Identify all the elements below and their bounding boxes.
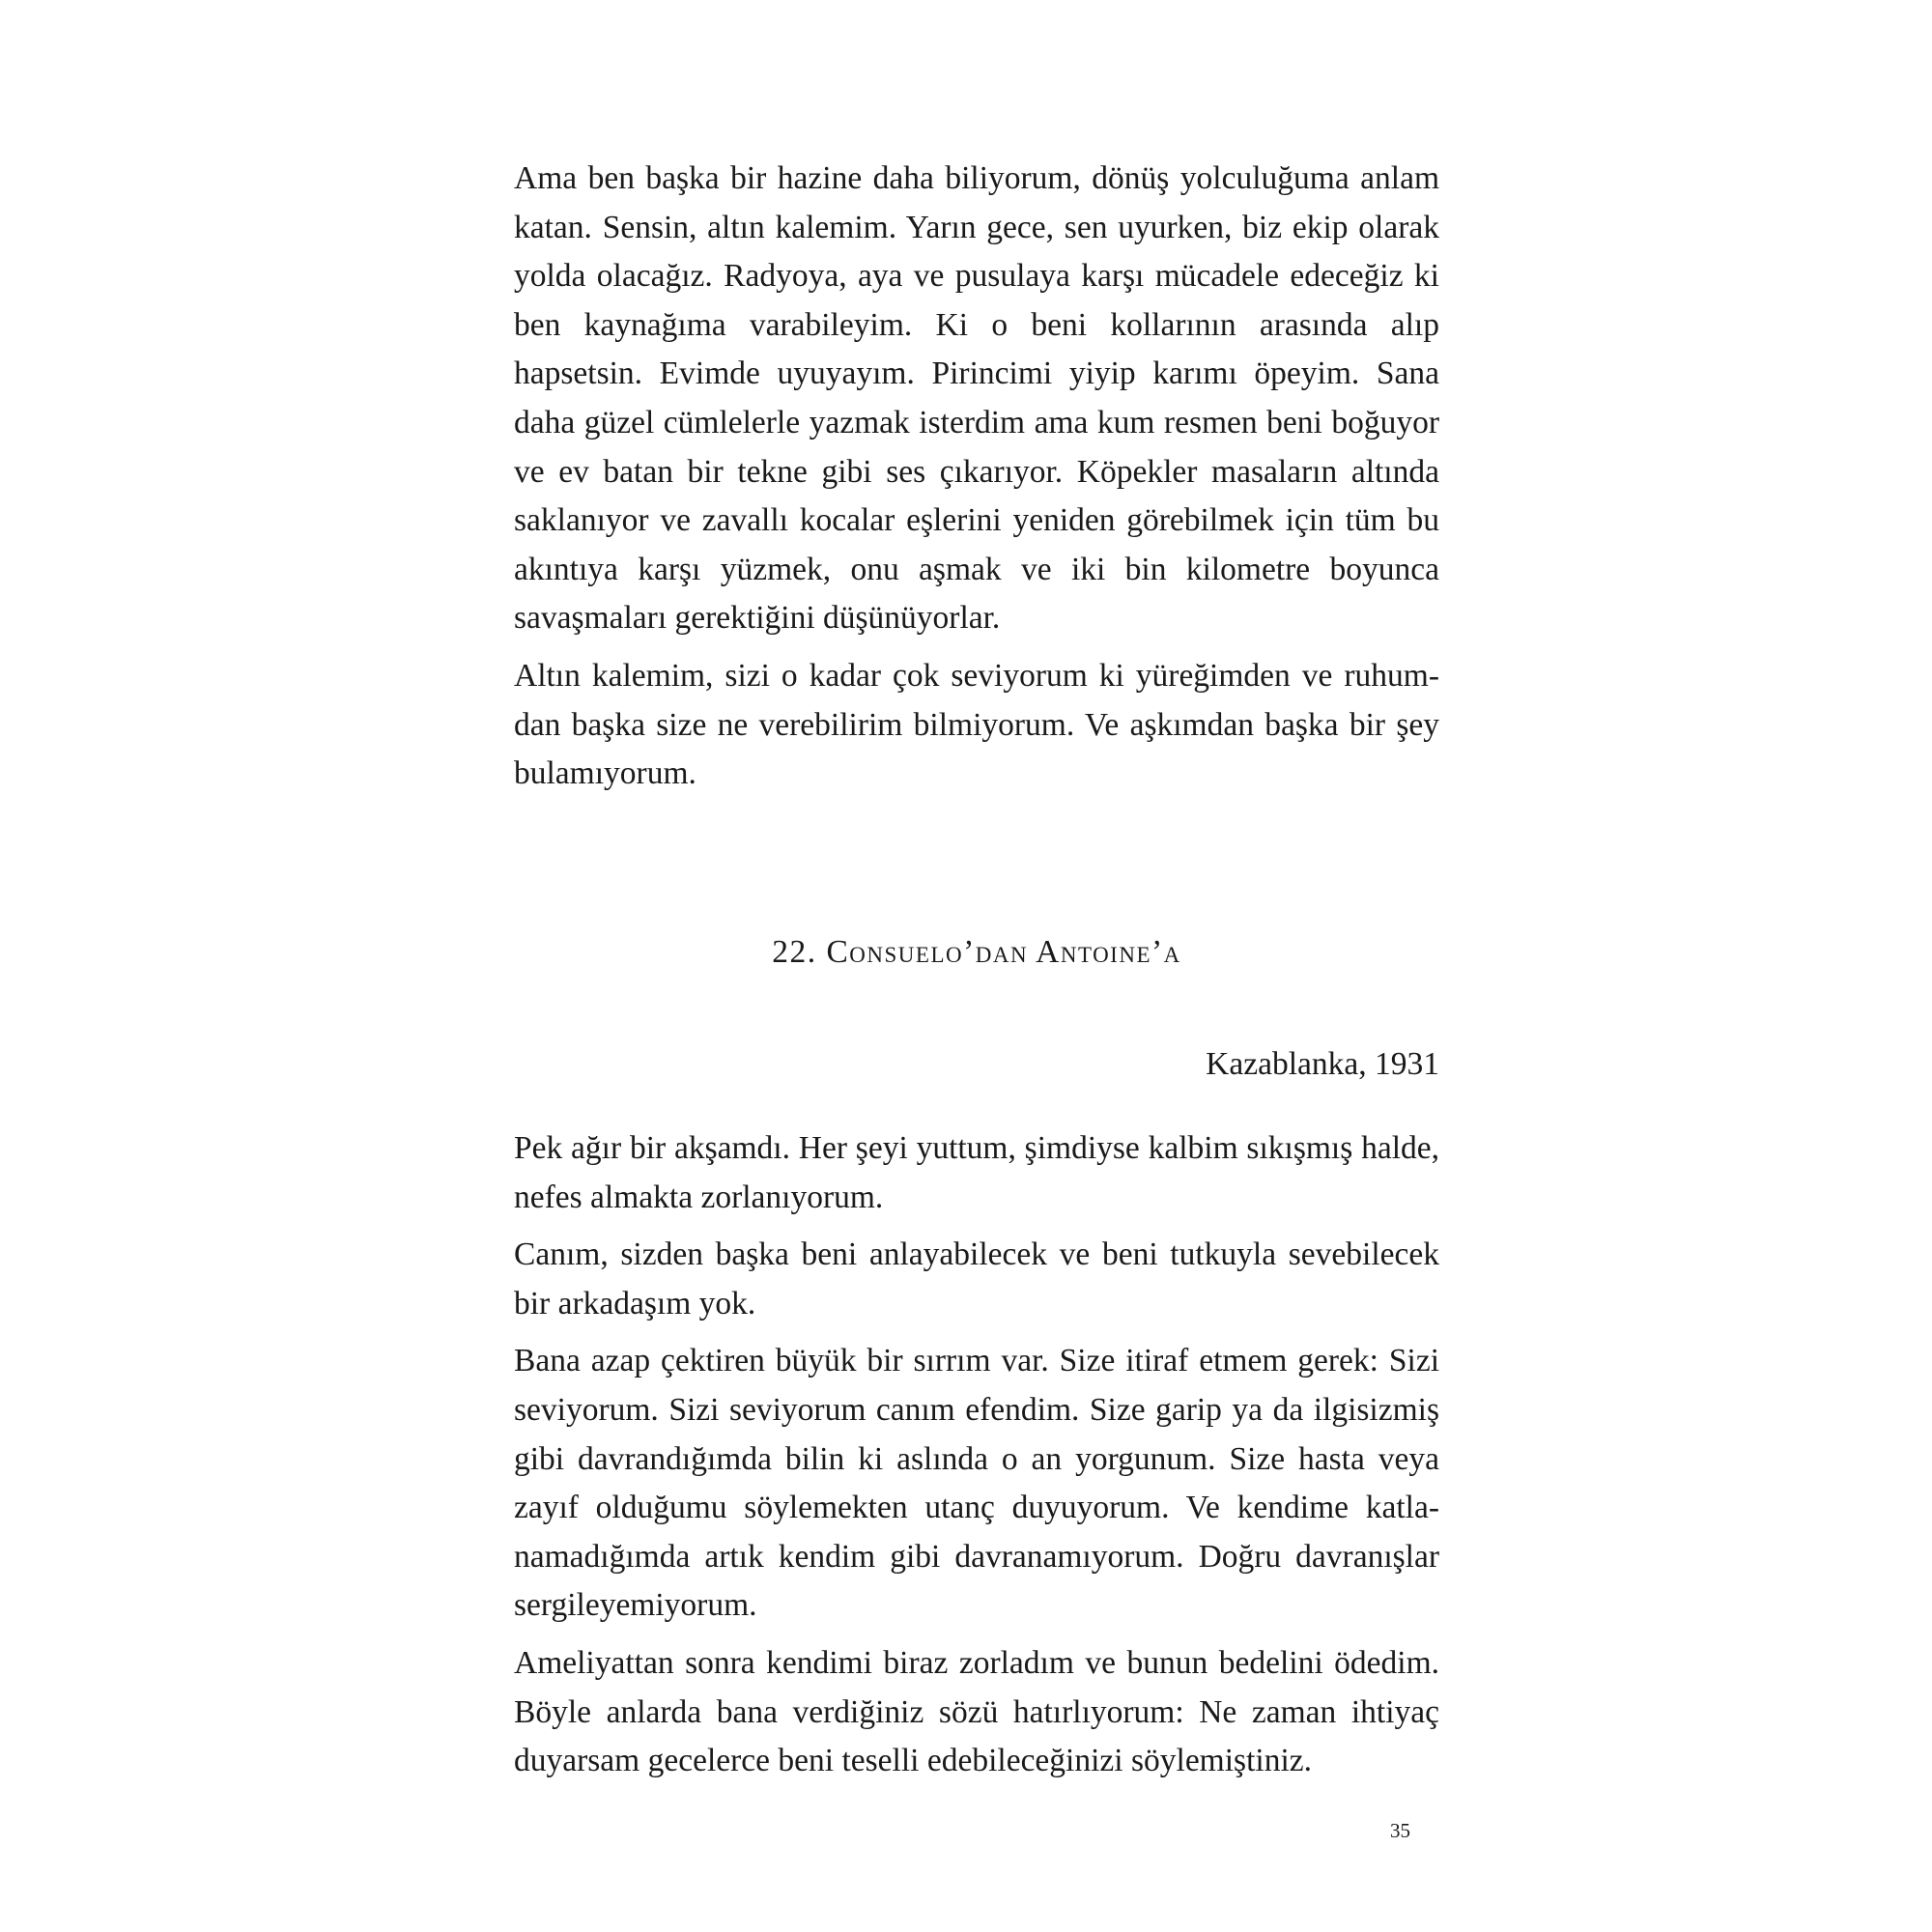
paragraph: Ama ben başka bir hazine daha biliyorum, dönüş yolculuğuma anlam katan. Sensin, altın kalemim. Yarın gece, sen uyurken, biz ekip olarak yolda olacağız. Radyoya, aya ve pusulaya karşı mücadele edeceğiz ki ben kaynağıma varabileyim. Ki o beni kollarının arasında alıp hapsetsin. Evimde uyuyayım. Pirincimi yiyip karımı öpeyim. Sana daha güzel cümlelerle yazmak isterdim ama kum resmen beni boğuyor ve ev batan bir tekne gibi ses çıkarıyor. Köpekler masaların altında saklanıyor ve zavallı kocalar eşlerini yeniden görebilmek için tüm bu akıntıya karşı yüzmek, onu aşmak ve iki bin kilometre boyunca savaşmaları gerektiğini düşünüyorlar. (514, 160, 1439, 637)
paragraph: Pek ağır bir akşamdı. Her şeyi yuttum, şimdiyse kalbim sıkışmış halde, nefes almakta zorlanıyorum. (514, 1130, 1439, 1215)
page-number: 35 (1390, 1819, 1410, 1842)
previous-letter-body (514, 155, 1439, 799)
paragraph: Bana azap çektiren büyük bir sırrım var. Size itiraf etmem gerek: Sizi seviyorum. Sizi seviyorum canım efendim. Size garip ya da ilgisizmiş gibi davrandığımda bilin ki aslında o an yorgunum. Size hasta veya zayıf olduğumu söylemekten utanç duyuyorum. Ve kendime katlanamadığımda artık kendim gibi davranamıyorum. Doğru davranışlar sergileyemiyorum. (514, 1343, 1439, 1624)
paragraph: Ameliyattan sonra kendimi biraz zorladım ve bunun bedelini ödedim. Böyle anlarda bana verdiğiniz sözü hatırlıyorum: Ne zaman ihtiyaç duyarsam gecelerce beni teselli edebileceğinizi söylemiştiniz. (514, 1644, 1439, 1779)
letter-body (514, 1124, 1439, 1786)
paragraph: Altın kalemim, sizi o kadar çok seviyorum ki yüreğimden ve ruhumdan başka size ne verebilirim bilmiyorum. Ve aşkımdan başka bir şey bulamıyorum. (514, 657, 1439, 792)
paragraph: Canım, sizden başka beni anlayabilecek ve beni tutkuyla sevebilecek bir arkadaşım yok. (514, 1236, 1439, 1321)
letter-place-date: Kazablanka, 1931 (1206, 1046, 1439, 1082)
letter-heading: 22. Consuelo’dan Antoine’a (772, 934, 1181, 970)
